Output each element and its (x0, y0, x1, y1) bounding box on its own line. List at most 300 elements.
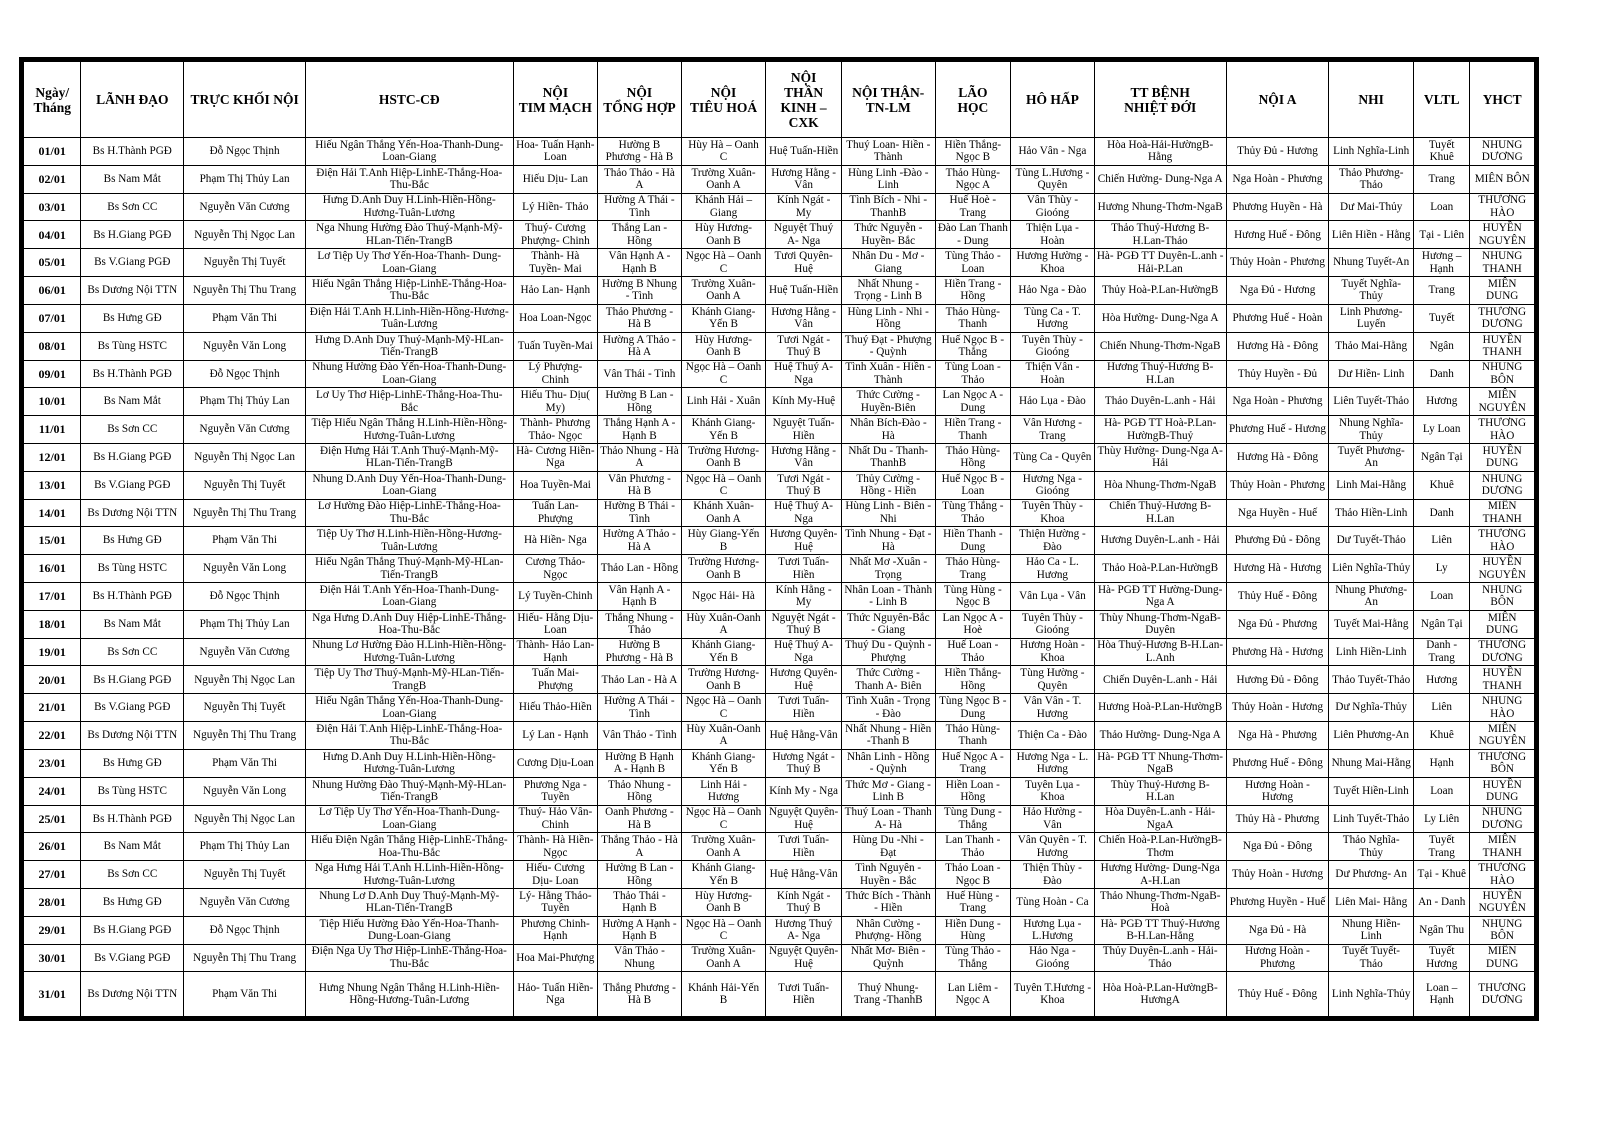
table-cell: Nhung Tuyết-An (1329, 249, 1414, 277)
table-cell: Kính Ngát - Thuý B (766, 888, 842, 916)
table-cell: Hương Nhung-Thơm-NgaB (1094, 193, 1226, 221)
table-cell: Điện Hưng Hải T.Anh Thuý-Mạnh-Mỹ-HLan-Tiến-TrangB (306, 443, 514, 471)
column-header (306, 62, 514, 138)
table-cell: Phạm Văn Thi (184, 304, 306, 332)
table-cell: Hiếu Ngân Thắng Yến-Hoa-Thanh-Dung-Loan-Giang (306, 138, 514, 166)
table-cell: Hiền Loan - Hồng (935, 777, 1011, 805)
table-cell: Lơ Tiệp Uy Thơ Yến-Hoa-Thanh-Dung-Loan-Giang (306, 805, 514, 833)
table-cell: Nhung Hường Đào Yến-Hoa-Thanh-Dung-Loan-Giang (306, 360, 514, 388)
table-cell: Hà- PGĐ TT Nhung-Thơm-NgaB (1094, 749, 1226, 777)
table-cell: Loan (1413, 777, 1469, 805)
table-cell: Lan Ngọc A - Hoè (935, 610, 1011, 638)
table-cell: Thủy Hoà-P.Lan-HườngB (1094, 277, 1226, 305)
table-cell: Phạm Thị Thủy Lan (184, 388, 306, 416)
date-cell: 05/01 (24, 249, 81, 277)
table-cell: MIÊN THANH (1470, 833, 1535, 861)
table-cell: Kính Hằng - My (766, 583, 842, 611)
table-cell: Hương – Hạnh (1413, 249, 1469, 277)
table-row (24, 332, 1535, 360)
table-row (24, 443, 1535, 471)
table-cell: Bs Tùng HSTC (81, 332, 184, 360)
table-cell: Hiếu Ngân Thắng Hiệp-LinhE-Thắng-Hoa-Thu-Bắc (306, 277, 514, 305)
column-header (1329, 62, 1414, 138)
table-cell: Loan – Hạnh (1413, 972, 1469, 1017)
table-row (24, 583, 1535, 611)
table-cell: NHUNG HÀO (1470, 694, 1535, 722)
table-cell: Huế Hùng - Trang (935, 888, 1011, 916)
table-cell: Hưng D.Anh Duy H.Linh-Hiền-Hồng-Hương-Tuân-Lương (306, 749, 514, 777)
table-cell: Thủy Duyên-L.anh - Hải-Thảo (1094, 944, 1226, 972)
table-cell: Nhung Hường Đào Thuý-Mạnh-Mỹ-HLan-Tiến-TrangB (306, 777, 514, 805)
table-cell: Phạm Văn Thi (184, 527, 306, 555)
table-cell: Nga Đủ - Hà (1226, 916, 1329, 944)
table-cell: Hoa Tuyền-Mai (513, 471, 598, 499)
table-cell: Bs Nam Mắt (81, 388, 184, 416)
table-cell: Tuyết Mai-Hằng (1329, 610, 1414, 638)
table-row (24, 888, 1535, 916)
table-cell: Thủy Hà - Phương (1226, 805, 1329, 833)
table-cell: Hòa Thuỷ-Hương B-H.Lan-L.Anh (1094, 638, 1226, 666)
date-cell: 26/01 (24, 833, 81, 861)
table-cell: HUYỀN NGUYÊN (1470, 888, 1535, 916)
table-cell: Nga Đủ - Hương (1226, 277, 1329, 305)
table-cell: Nga Đủ - Phương (1226, 610, 1329, 638)
column-header-label: VLTL (1423, 92, 1460, 107)
table-cell: Hà- Cương Hiền- Nga (513, 443, 598, 471)
table-cell: Thảo Thảo - Hà A (598, 165, 682, 193)
table-cell: Thảo Hùng-Thanh (935, 722, 1011, 750)
date-cell: 10/01 (24, 388, 81, 416)
table-cell: Khánh Giang-Yến B (681, 638, 766, 666)
table-cell: Huệ Hằng-Vân (766, 861, 842, 889)
table-cell: Trường Xuân-Oanh A (681, 165, 766, 193)
column-header (184, 62, 306, 138)
table-cell: Thắng Hạnh A - Hạnh B (598, 416, 682, 444)
table-cell: Nhung Phương-An (1329, 583, 1414, 611)
table-cell: Bs Nam Mắt (81, 610, 184, 638)
table-cell: Ngọc Hà – Oanh C (681, 249, 766, 277)
table-cell: THƯƠNG DƯƠNG (1470, 638, 1535, 666)
table-cell: Nhung D.Anh Duy Yến-Hoa-Thanh-Dung-Loan-Giang (306, 471, 514, 499)
table-cell: Lý Phượng-Chinh (513, 360, 598, 388)
table-cell: Thảo Hùng-Thanh (935, 304, 1011, 332)
table-cell: Hường B Lan - Hồng (598, 388, 682, 416)
table-cell: Phạm Thị Thủy Lan (184, 833, 306, 861)
table-cell: Hiền Trang - Thanh (935, 416, 1011, 444)
table-cell: Thuý Du - Quỳnh - Phượng (841, 638, 935, 666)
table-cell: Thủy Hoàn - Phương (1226, 249, 1329, 277)
table-cell: NHUNG DƯƠNG (1470, 138, 1535, 166)
table-cell: Dư Mai-Thủy (1329, 193, 1414, 221)
table-cell: Vân Thảo - Nhung (598, 944, 682, 972)
table-cell: Bs V.Giang PGĐ (81, 471, 184, 499)
table-cell: Khánh Giang-Yến B (681, 749, 766, 777)
date-cell: 19/01 (24, 638, 81, 666)
table-cell: Phạm Thị Thủy Lan (184, 165, 306, 193)
table-cell: NHUNG DƯƠNG (1470, 805, 1535, 833)
date-cell: 03/01 (24, 193, 81, 221)
column-header-label: TRỰC KHỐI NỘI (190, 92, 299, 107)
table-cell: Loan (1413, 583, 1469, 611)
table-cell: Vân Hạnh A - Hạnh B (598, 249, 682, 277)
table-cell: Hường A Thái - Tình (598, 694, 682, 722)
table-cell: HUYỀN NGUYÊN (1470, 555, 1535, 583)
table-cell: Nhung Nghĩa-Thủy (1329, 416, 1414, 444)
table-cell: Ngân (1413, 332, 1469, 360)
table-cell: Thủy Huế - Đông (1226, 583, 1329, 611)
table-row (24, 249, 1535, 277)
table-cell: Linh Hải - Hương (681, 777, 766, 805)
column-header (1226, 62, 1329, 138)
column-header (513, 62, 598, 138)
table-cell: Nguyễn Thị Thu Trang (184, 722, 306, 750)
table-cell: Tùng Ca - T. Hương (1011, 304, 1095, 332)
table-cell: Liên Nghĩa-Thủy (1329, 555, 1414, 583)
table-cell: Hường B Phương - Hà B (598, 138, 682, 166)
column-header-label: NỘI THẦN KINH – CXK (780, 69, 827, 130)
table-cell: Nguyễn Văn Long (184, 555, 306, 583)
table-cell: Liên Phương-An (1329, 722, 1414, 750)
table-cell: Tuyết (1413, 304, 1469, 332)
table-cell: Thắng Nhung - Thảo (598, 610, 682, 638)
table-cell: Tiệp Hiếu Ngân Thắng H.Linh-Hiền-Hồng-Hương-Tuân-Lương (306, 416, 514, 444)
table-cell: Tình Bích - Nhi - ThanhB (841, 193, 935, 221)
table-cell: Linh Nghĩa-Thủy (1329, 972, 1414, 1017)
table-cell: Thuý- Hảo Vân- Chinh (513, 805, 598, 833)
table-cell: Bs Sơn CC (81, 416, 184, 444)
table-cell: Thức Mơ - Giang - Linh B (841, 777, 935, 805)
table-cell: Nguyễn Thị Tuyết (184, 861, 306, 889)
table-cell: THƯƠNG HÀO (1470, 193, 1535, 221)
table-cell: Hương Hoàn - Hương (1226, 777, 1329, 805)
table-cell: Nguyễn Văn Cương (184, 638, 306, 666)
table-cell: Nga Hưng Hải T.Anh H.Linh-Hiền-Hồng-Hương-Tuân-Lương (306, 861, 514, 889)
date-cell: 07/01 (24, 304, 81, 332)
date-cell: 11/01 (24, 416, 81, 444)
column-header-label: NHI (1358, 92, 1384, 107)
table-cell: MIÊN THANH (1470, 499, 1535, 527)
table-cell: Nga Hưng D.Anh Duy Hiệp-LinhE-Thắng-Hoa-Thu-Bắc (306, 610, 514, 638)
table-cell: Bs H.Giang PGĐ (81, 916, 184, 944)
table-cell: Tiệp Uy Thơ Thuý-Mạnh-Mỹ-HLan-Tiến-TrangB (306, 666, 514, 694)
date-cell: 09/01 (24, 360, 81, 388)
table-cell: Thức Nguyên-Bắc - Giang (841, 610, 935, 638)
table-cell: Phạm Thị Thủy Lan (184, 610, 306, 638)
table-cell: THƯƠNG HÀO (1470, 416, 1535, 444)
table-cell: NHUNG DƯƠNG (1470, 471, 1535, 499)
table-cell: Trường Hương-Oanh B (681, 555, 766, 583)
table-cell: Đỗ Ngọc Thịnh (184, 583, 306, 611)
table-cell: Bs Nam Mắt (81, 165, 184, 193)
table-cell: THƯƠNG HÀO (1470, 527, 1535, 555)
table-cell: HUYỀN THANH (1470, 666, 1535, 694)
table-cell: Tùng Dung - Thắng (935, 805, 1011, 833)
table-cell: Tiệp Hiếu Hường Đào Yến-Hoa-Thanh-Dung-Loan-Giang (306, 916, 514, 944)
table-cell: Bs V.Giang PGĐ (81, 944, 184, 972)
table-cell: Hiền Thanh - Dung (935, 527, 1011, 555)
table-row (24, 360, 1535, 388)
table-cell: Dư Nghĩa-Thủy (1329, 694, 1414, 722)
table-cell: Nguyễn Văn Long (184, 332, 306, 360)
table-cell: Hiếu Ngân Thắng Yến-Hoa-Thanh-Dung-Loan-Giang (306, 694, 514, 722)
table-cell: Hiền Thắng-Hồng (935, 666, 1011, 694)
table-cell: Thảo Tuyết-Thảo (1329, 666, 1414, 694)
date-cell: 13/01 (24, 471, 81, 499)
table-cell: Nguyễn Thị Thu Trang (184, 944, 306, 972)
table-row (24, 694, 1535, 722)
table-cell: Liên (1413, 527, 1469, 555)
table-cell: Ngân Tại (1413, 610, 1469, 638)
table-cell: Hảo Nga - Đào (1011, 277, 1095, 305)
table-cell: Hường B Hạnh A - Hạnh B (598, 749, 682, 777)
table-cell: Hương Hoà-P.Lan-HườngB (1094, 694, 1226, 722)
table-cell: Tùng Hùng - Ngọc B (935, 583, 1011, 611)
table-cell: Thủy Huế - Đông (1226, 972, 1329, 1017)
table-cell: Nguyệt Quyên- Huệ (766, 944, 842, 972)
table-cell: THƯƠNG HÀO (1470, 861, 1535, 889)
table-cell: Tươi Quyên-Huệ (766, 249, 842, 277)
table-cell: Đỗ Ngọc Thịnh (184, 138, 306, 166)
table-cell: MIÊN NGUYÊN (1470, 722, 1535, 750)
table-cell: Thủy Cường - Hồng - Hiền (841, 471, 935, 499)
column-header-label: NỘI TIÊU HOÁ (689, 84, 758, 115)
table-cell: Linh Hải - Xuân (681, 388, 766, 416)
table-cell: Thảo Nghĩa-Thủy (1329, 833, 1414, 861)
table-cell: Trường Xuân-Oanh A (681, 944, 766, 972)
table-cell: Hương Duyên-L.anh - Hải (1094, 527, 1226, 555)
column-header-label: NỘI TỔNG HỢP (603, 84, 676, 115)
table-cell: Bs H.Giang PGĐ (81, 221, 184, 249)
table-cell: Lơ Hường Đào Hiệp-LinhE-Thắng-Hoa-Thu-Bắc (306, 499, 514, 527)
table-cell: Thảo Thái - Hạnh B (598, 888, 682, 916)
table-cell: Thùy Thuỷ-Hương B-H.Lan (1094, 777, 1226, 805)
table-cell: Hường A Thái - Tình (598, 193, 682, 221)
column-header-label: NỘI A (1258, 92, 1297, 107)
table-cell: Hạnh (1413, 749, 1469, 777)
table-cell: Phương Hà - Hương (1226, 638, 1329, 666)
table-cell: Danh (1413, 360, 1469, 388)
date-cell: 31/01 (24, 972, 81, 1017)
table-cell: Nhân Cường - Phượng- Hồng (841, 916, 935, 944)
table-cell: Linh Nghĩa-Linh (1329, 138, 1414, 166)
table-cell: Hòa Duyên-L.anh - Hải-NgaA (1094, 805, 1226, 833)
table-cell: Thuý Loan- Hiền - Thành (841, 138, 935, 166)
table-cell: Hảo Lan- Hạnh (513, 277, 598, 305)
table-cell: Hường B Nhung - Tình (598, 277, 682, 305)
table-cell: Bs H.Thành PGĐ (81, 360, 184, 388)
column-header (681, 62, 766, 138)
table-cell: Nguyễn Thị Ngọc Lan (184, 443, 306, 471)
table-cell: Tuyết Nghĩa-Thủy (1329, 277, 1414, 305)
column-header-label: LÃO HỌC (957, 84, 989, 115)
table-cell: Hương (1413, 388, 1469, 416)
date-cell: 23/01 (24, 749, 81, 777)
date-cell: 18/01 (24, 610, 81, 638)
table-cell: Huệ Tuấn-Hiền (766, 138, 842, 166)
table-cell: Vân Quyên - T. Hương (1011, 833, 1095, 861)
table-row (24, 610, 1535, 638)
table-cell: Hùng Linh - Biên - Nhi (841, 499, 935, 527)
table-cell: Ngọc Hải- Hà (681, 583, 766, 611)
table-cell: Bs Dương Nội TTN (81, 499, 184, 527)
date-cell: 15/01 (24, 527, 81, 555)
table-cell: Vân Hạnh A - Hạnh B (598, 583, 682, 611)
table-cell: Tuyên Thùy - Gioóng (1011, 332, 1095, 360)
table-cell: Kính My - Nga (766, 777, 842, 805)
column-header (1413, 62, 1469, 138)
table-cell: Hương Quyên- Huệ (766, 666, 842, 694)
table-cell: Bs Dương Nội TTN (81, 277, 184, 305)
table-cell: Tùng Hoàn - Ca (1011, 888, 1095, 916)
table-cell: Bs H.Giang PGĐ (81, 666, 184, 694)
table-cell: Hương Hoàn - Khoa (1011, 638, 1095, 666)
table-cell: Hương Hà - Đông (1226, 443, 1329, 471)
table-cell: Tuyên Lụa - Khoa (1011, 777, 1095, 805)
date-cell: 21/01 (24, 694, 81, 722)
table-cell: Lan Thanh - Thảo (935, 833, 1011, 861)
column-header (935, 62, 1011, 138)
table-cell: Thủy Đủ - Hương (1226, 138, 1329, 166)
table-row (24, 916, 1535, 944)
table-cell: Phương Huyền - Huế (1226, 888, 1329, 916)
table-cell: Nhất Mơ -Xuân - Trọng (841, 555, 935, 583)
table-cell: THƯƠNG BÔN (1470, 749, 1535, 777)
table-cell: Huế Hoè - Trang (935, 193, 1011, 221)
table-cell: Thủy Huyền - Đủ (1226, 360, 1329, 388)
table-cell: Linh Tuyết-Thảo (1329, 805, 1414, 833)
table-cell: Thủy Hoàn - Phương (1226, 471, 1329, 499)
date-cell: 02/01 (24, 165, 81, 193)
table-cell: Thành- Hảo Lan- Hạnh (513, 638, 598, 666)
column-header-label: Ngày/ Tháng (33, 84, 71, 115)
table-cell: Nga Đủ - Đông (1226, 833, 1329, 861)
table-cell: Bs V.Giang PGĐ (81, 694, 184, 722)
table-cell: MIÊN BÔN (1470, 165, 1535, 193)
table-cell: Thảo Hùng-Trang (935, 555, 1011, 583)
table-cell: Nhất Du - Thanh-ThanhB (841, 443, 935, 471)
table-cell: Thuý Loan - Thanh A- Hà (841, 805, 935, 833)
table-cell: NHUNG THANH (1470, 249, 1535, 277)
table-cell: Huế Loan - Thảo (935, 638, 1011, 666)
table-cell: Nga Huyền - Huế (1226, 499, 1329, 527)
table-cell: Hương Quyên- Huệ (766, 527, 842, 555)
column-header-label: HSTC-CĐ (378, 92, 440, 107)
table-cell: Thảo Mai-Hằng (1329, 332, 1414, 360)
column-header (81, 62, 184, 138)
table-cell: Tuyết Hiền-Linh (1329, 777, 1414, 805)
table-cell: Oanh Phương - Hà B (598, 805, 682, 833)
column-header-label: NỘI TIM MẠCH (518, 84, 592, 115)
table-cell: Dư Tuyết-Thảo (1329, 527, 1414, 555)
table-cell: Hiếu Dịu- Lan (513, 165, 598, 193)
table-cell: Danh (1413, 499, 1469, 527)
table-cell: MIÊN DUNG (1470, 610, 1535, 638)
table-cell: Cương Thảo-Ngọc (513, 555, 598, 583)
date-cell: 14/01 (24, 499, 81, 527)
table-cell: Thành- Phương Thảo- Ngọc (513, 416, 598, 444)
table-cell: Tại - Khuê (1413, 861, 1469, 889)
table-cell: Nguyễn Thị Thu Trang (184, 277, 306, 305)
table-cell: Tươi Tuấn-Hiền (766, 972, 842, 1017)
table-cell: Hưng Nhung Ngân Thắng H.Linh-Hiền-Hồng-Hương-Tuân-Lương (306, 972, 514, 1017)
table-cell: Hòa Hường- Dung-Nga A (1094, 304, 1226, 332)
table-cell: Hương Hằng -Vân (766, 443, 842, 471)
date-cell: 17/01 (24, 583, 81, 611)
table-cell: Tuấn Lan-Phượng (513, 499, 598, 527)
date-cell: 24/01 (24, 777, 81, 805)
table-cell: Huệ Thuý A-Nga (766, 638, 842, 666)
table-cell: Hà- PGĐ TT Hường-Dung-Nga A (1094, 583, 1226, 611)
table-cell: Hường A Thảo - Hà A (598, 332, 682, 360)
table-cell: Hường B Thái - Tình (598, 499, 682, 527)
table-cell: Ly Liên (1413, 805, 1469, 833)
table-cell: Thức Bích - Thành - Hiền (841, 888, 935, 916)
table-cell: Nhất Nhung - Hiền -Thanh B (841, 722, 935, 750)
table-cell: Lơ Tiệp Uy Thơ Yến-Hoa-Thanh- Dung-Loan-Giang (306, 249, 514, 277)
table-cell: Nguyễn Thị Tuyết (184, 249, 306, 277)
table-row (24, 527, 1535, 555)
table-cell: Chiến Hoà-P.Lan-HườngB-Thơm (1094, 833, 1226, 861)
table-cell: Hương Thuỷ-Hương B-H.Lan (1094, 360, 1226, 388)
table-cell: Nhung Hiền-Linh (1329, 916, 1414, 944)
table-cell: Hương Hà - Đông (1226, 332, 1329, 360)
table-cell: Nhân Linh - Hồng - Quỳnh (841, 749, 935, 777)
table-cell: Ngọc Hà – Oanh C (681, 471, 766, 499)
table-header (24, 62, 1535, 138)
table-cell: Nguyễn Thị Ngọc Lan (184, 666, 306, 694)
table-cell: Thủy Hoàn - Hương (1226, 694, 1329, 722)
date-cell: 25/01 (24, 805, 81, 833)
table-cell: Hùy Xuân-Oanh A (681, 610, 766, 638)
table-cell: Hiếu- Hằng Dịu- Loan (513, 610, 598, 638)
table-cell: Khuê (1413, 722, 1469, 750)
table-cell: Tuyên T.Hương - Khoa (1011, 972, 1095, 1017)
table-cell: Bs H.Thành PGĐ (81, 138, 184, 166)
table-cell: Bs Nam Mắt (81, 833, 184, 861)
table-cell: Hương Đủ - Đông (1226, 666, 1329, 694)
table-row (24, 193, 1535, 221)
date-cell: 30/01 (24, 944, 81, 972)
table-cell: Huệ Thuý A-Nga (766, 499, 842, 527)
table-cell: Ngân Thu (1413, 916, 1469, 944)
table-cell: Thảo Lan - Hà A (598, 666, 682, 694)
table-row (24, 304, 1535, 332)
table-cell: Hòa Hoà-Hải-HườngB-Hằng (1094, 138, 1226, 166)
table-cell: Hùng Linh -Đào - Linh (841, 165, 935, 193)
table-cell: MIÊN DUNG (1470, 944, 1535, 972)
table-cell: Thảo Duyên-L.anh - Hải (1094, 388, 1226, 416)
table-cell: Hà Hiền- Nga (513, 527, 598, 555)
table-cell: Huế Ngọc A - Trang (935, 749, 1011, 777)
table-cell: Hương Hường - Khoa (1011, 249, 1095, 277)
table-cell: Thuý Đạt - Phượng - Quỳnh (841, 332, 935, 360)
table-cell: Thức Cường - Thanh A- Biên (841, 666, 935, 694)
table-cell: Nhân Bích-Đào - Hà (841, 416, 935, 444)
date-cell: 08/01 (24, 332, 81, 360)
table-cell: Vân Phương - Hà B (598, 471, 682, 499)
table-cell: Hương Ngát - Thuý B (766, 749, 842, 777)
table-cell: Tươi Tuấn-Hiền (766, 555, 842, 583)
header-row (24, 62, 1535, 138)
table-cell: Thảo Phương - Hà B (598, 304, 682, 332)
table-cell: Liên (1413, 694, 1469, 722)
table-cell: Hưng D.Anh Duy Thuý-Mạnh-Mỹ-HLan-Tiến-TrangB (306, 332, 514, 360)
table-cell: Danh - Trang (1413, 638, 1469, 666)
table-cell: THƯƠNG DƯƠNG (1470, 972, 1535, 1017)
table-cell: Điện Hải T.Anh H.Linh-Hiền-Hồng-Hương-Tuân-Lương (306, 304, 514, 332)
table-cell: Huệ Tuấn-Hiền (766, 277, 842, 305)
table-cell: Thiện Hường - Đào (1011, 527, 1095, 555)
